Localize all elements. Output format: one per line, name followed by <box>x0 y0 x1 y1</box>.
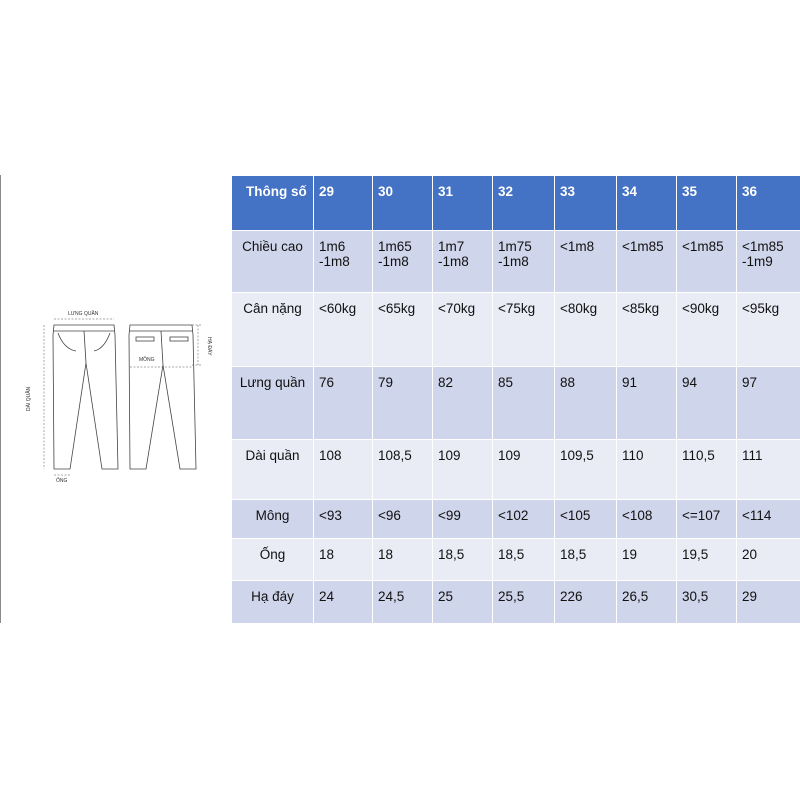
table-cell: 24 <box>314 581 373 624</box>
row-label: Ống <box>232 539 314 581</box>
table-header-row <box>232 176 800 231</box>
table-cell: 108,5 <box>373 440 433 500</box>
header-cell: 30 <box>373 176 433 231</box>
table-cell: <75kg <box>493 293 555 367</box>
header-cell: 32 <box>493 176 555 231</box>
table-cell: 97 <box>737 367 800 440</box>
length-label: DÀI QUẦN <box>26 386 32 411</box>
table-cell: <96 <box>373 500 433 539</box>
table-cell: <85kg <box>617 293 677 367</box>
table-cell: <70kg <box>433 293 493 367</box>
table-cell: <80kg <box>555 293 617 367</box>
table-cell: 18 <box>314 539 373 581</box>
table-cell: 18,5 <box>433 539 493 581</box>
table-cell: 109 <box>493 440 555 500</box>
pants-back-illustration <box>129 325 196 469</box>
size-chart-table <box>231 175 800 624</box>
table-row <box>232 293 800 367</box>
waist-label: LƯNG QUẦN <box>68 311 99 317</box>
table-cell: 24,5 <box>373 581 433 624</box>
table-cell: 19,5 <box>677 539 737 581</box>
table-cell: 25 <box>433 581 493 624</box>
header-cell: Thông số <box>232 176 314 231</box>
header-cell: 33 <box>555 176 617 231</box>
table-cell: <1m85 <box>617 231 677 293</box>
table-cell: 26,5 <box>617 581 677 624</box>
rise-label: HẠ ĐÁY <box>206 337 212 356</box>
pants-front-illustration <box>53 325 118 469</box>
table-cell: 18,5 <box>555 539 617 581</box>
table-cell: 1m65 -1m8 <box>373 231 433 293</box>
table-cell: 110,5 <box>677 440 737 500</box>
table-cell: <1m85 <box>677 231 737 293</box>
table-row <box>232 539 800 581</box>
table-cell: 1m6 -1m8 <box>314 231 373 293</box>
table-cell: 1m7 -1m8 <box>433 231 493 293</box>
table-row <box>232 581 800 624</box>
table-cell: <95kg <box>737 293 800 367</box>
header-cell: 29 <box>314 176 373 231</box>
table-cell: 94 <box>677 367 737 440</box>
table-cell: 109 <box>433 440 493 500</box>
table-cell: 25,5 <box>493 581 555 624</box>
table-cell: 85 <box>493 367 555 440</box>
table-cell: <99 <box>433 500 493 539</box>
table-cell: 108 <box>314 440 373 500</box>
row-label: Chiều cao <box>232 231 314 293</box>
row-label: Dài quần <box>232 440 314 500</box>
table-cell: 110 <box>617 440 677 500</box>
row-label: Lưng quần <box>232 367 314 440</box>
table-cell: 18 <box>373 539 433 581</box>
table-cell: <102 <box>493 500 555 539</box>
image-left-border <box>0 175 1 623</box>
table-cell: 79 <box>373 367 433 440</box>
row-label: Hạ đáy <box>232 581 314 624</box>
row-label: Cân nặng <box>232 293 314 367</box>
table-cell: <90kg <box>677 293 737 367</box>
size-chart-image <box>0 175 800 623</box>
table-cell: <105 <box>555 500 617 539</box>
table-cell: <1m85 -1m9 <box>737 231 800 293</box>
table-row <box>232 500 800 539</box>
table-cell: 76 <box>314 367 373 440</box>
table-cell: <65kg <box>373 293 433 367</box>
table-cell: 29 <box>737 581 800 624</box>
table-cell: 19 <box>617 539 677 581</box>
header-cell: 31 <box>433 176 493 231</box>
table-row <box>232 440 800 500</box>
table-cell: <60kg <box>314 293 373 367</box>
table-cell: 226 <box>555 581 617 624</box>
table-cell: 18,5 <box>493 539 555 581</box>
table-cell: 109,5 <box>555 440 617 500</box>
table-cell: <93 <box>314 500 373 539</box>
table-row <box>232 367 800 440</box>
table-cell: 111 <box>737 440 800 500</box>
table-cell: 82 <box>433 367 493 440</box>
hem-label: ỐNG <box>56 478 68 483</box>
header-cell: 36 <box>737 176 800 231</box>
hip-label: MÔNG <box>139 357 155 363</box>
table-row <box>232 231 800 293</box>
table-cell: <114 <box>737 500 800 539</box>
header-cell: 34 <box>617 176 677 231</box>
table-cell: 30,5 <box>677 581 737 624</box>
table-cell: <=107 <box>677 500 737 539</box>
table-cell: 1m75 -1m8 <box>493 231 555 293</box>
row-label: Mông <box>232 500 314 539</box>
header-cell: 35 <box>677 176 737 231</box>
table-cell: 91 <box>617 367 677 440</box>
table-cell: <1m8 <box>555 231 617 293</box>
table-cell: 88 <box>555 367 617 440</box>
table-cell: 20 <box>737 539 800 581</box>
pants-measurement-diagram <box>18 293 228 483</box>
table-cell: <108 <box>617 500 677 539</box>
